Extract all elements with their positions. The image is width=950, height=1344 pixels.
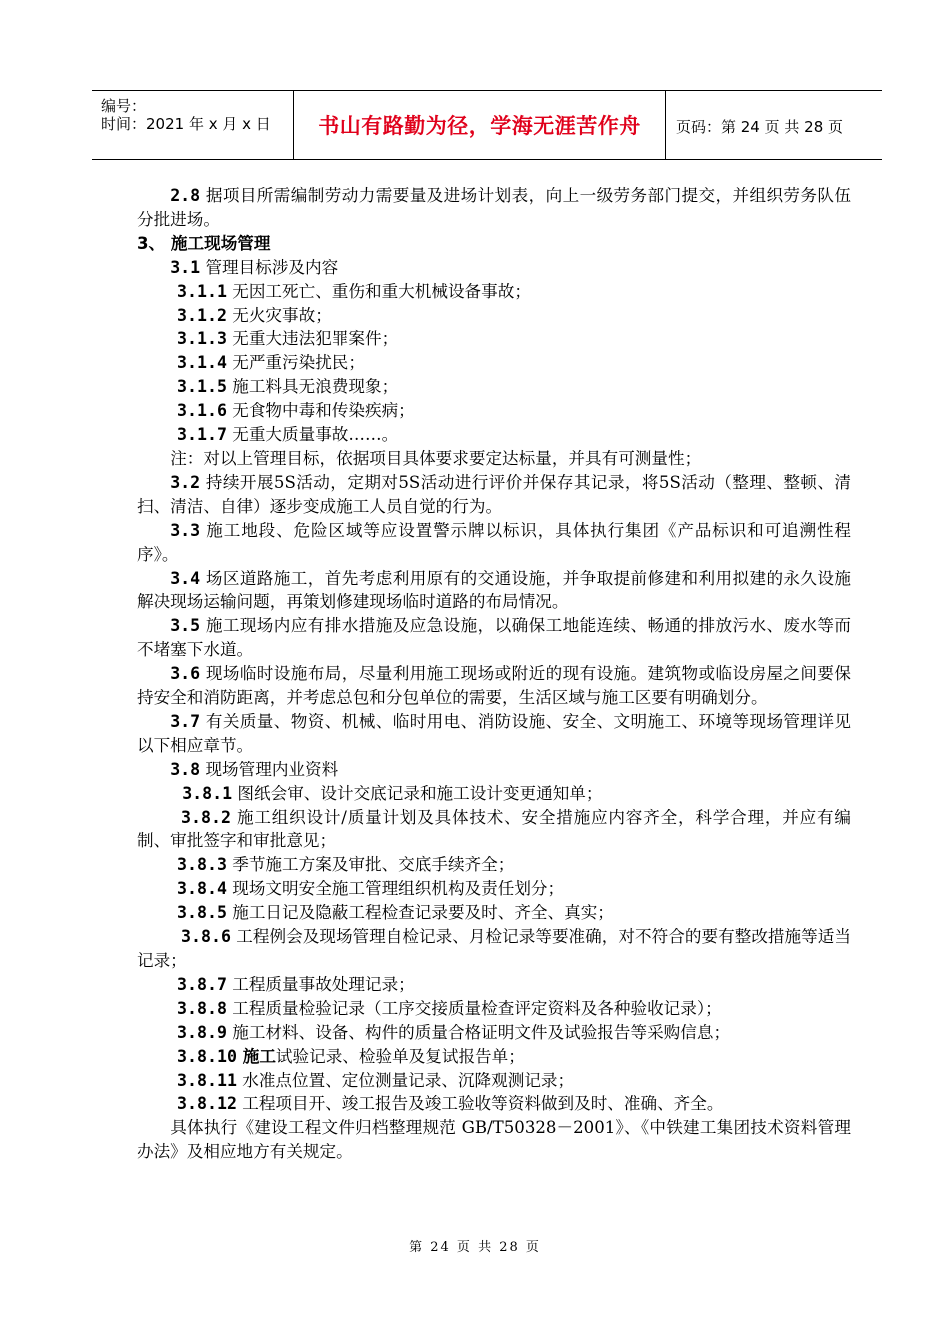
section-number: 3.8.6 bbox=[181, 927, 231, 947]
closing-paragraph: 具体执行《建设工程文件归档整理规范 GB/T50328－2001》、《中铁建工集团技术资料管理办法》及相应地方有关规定。 bbox=[137, 1118, 851, 1162]
section-number: 3.8.4 bbox=[177, 879, 227, 899]
item-text: 无重大违法犯罪案件； bbox=[226, 329, 399, 349]
item-3-8-7 bbox=[137, 973, 851, 997]
item-text: 施工料具无浪费现象； bbox=[226, 377, 399, 397]
paragraph-text: 施工现场内应有排水措施及应急设施，以确保工地能连续、畅通的排放污水、废水等而不堵塞下水道。 bbox=[137, 616, 851, 660]
item-text: 施工材料、设备、构件的质量合格证明文件及试验报告等采购信息； bbox=[226, 1022, 731, 1042]
section-number: 3.1.5 bbox=[177, 377, 227, 397]
document-header bbox=[92, 90, 882, 160]
item-text: 工程质量检验记录（工序交接质量检查评定资料及各种验收记录）； bbox=[226, 998, 722, 1018]
section-number: 3.1 bbox=[170, 257, 201, 277]
section-number: 3.1.2 bbox=[177, 305, 227, 325]
header-motto: 书山有路勤为径，学海无涯苦作舟 bbox=[318, 114, 641, 138]
item-3-1-2 bbox=[137, 304, 851, 328]
paragraph-3-5 bbox=[137, 614, 851, 662]
note-paragraph: 注：对以上管理目标，依据项目具体要求要定达标量，并具有可测量性； bbox=[170, 448, 702, 468]
item-3-8-12 bbox=[137, 1092, 851, 1116]
paragraph-2-8 bbox=[137, 184, 851, 232]
paragraph-text: 施工地段、危险区域等应设置警示牌以标识，具体执行集团《产品标识和可追溯性程序》。 bbox=[137, 520, 851, 564]
item-3-8-10 bbox=[137, 1045, 851, 1069]
item-text: 季节施工方案及审批、交底手续齐全； bbox=[226, 855, 515, 875]
section-number: 3.2 bbox=[170, 472, 201, 492]
item-text: 图纸会审、设计交底记录和施工设计变更通知单； bbox=[232, 783, 603, 803]
paragraph-3-4 bbox=[137, 567, 851, 615]
section-number: 3.8.12 bbox=[177, 1094, 237, 1114]
section-number: 3.1.1 bbox=[177, 281, 227, 301]
paragraph-3-6 bbox=[137, 662, 851, 710]
item-text: 无因工死亡、重伤和重大机械设备事故； bbox=[226, 281, 531, 301]
item-text: 工程例会及现场管理自检记录、月检记录等要准确，对不符合的要有整改措施等适当记录； bbox=[137, 927, 851, 970]
section-number: 3.8.9 bbox=[177, 1022, 227, 1042]
item-text: 水准点位置、定位测量记录、沉降观测记录； bbox=[236, 1070, 575, 1090]
item-3-1-7 bbox=[137, 423, 851, 447]
section-number: 3.8.11 bbox=[177, 1070, 237, 1090]
paragraph-3-7 bbox=[137, 710, 851, 758]
section-number: 3.8.2 bbox=[181, 807, 231, 827]
item-3-8-5 bbox=[137, 901, 851, 925]
section-number: 3.5 bbox=[170, 616, 201, 636]
paragraph-text: 管理目标涉及内容 bbox=[200, 257, 339, 277]
paragraph-text: 据项目所需编制劳动力需要量及进场计划表，向上一级劳务部门提交，并组织劳务队伍分批进场。 bbox=[137, 186, 851, 229]
section-number: 3.7 bbox=[170, 711, 201, 731]
section-number: 3.8.10 bbox=[177, 1046, 237, 1066]
paragraph-3-2 bbox=[137, 471, 851, 519]
document-body bbox=[137, 184, 851, 1164]
item-3-1-6 bbox=[137, 399, 851, 423]
paragraph-3-3 bbox=[137, 519, 851, 567]
section-number: 3.3 bbox=[170, 520, 201, 540]
item-text: 无重大质量事故……。 bbox=[226, 425, 399, 445]
section-number: 3.4 bbox=[170, 568, 201, 588]
section-number: 3.8.5 bbox=[177, 903, 227, 923]
paragraph-text: 有关质量、物资、机械、临时用电、消防设施、安全、文明施工、环境等现场管理详见以下相应章节。 bbox=[137, 711, 851, 755]
section-number: 3.8 bbox=[170, 759, 201, 779]
section-number: 3.8.3 bbox=[177, 855, 227, 875]
section-heading-3: 3、 施工现场管理 bbox=[137, 233, 271, 253]
paragraph-text: 持续开展5S活动，定期对5S活动进行评价并保存其记录，将5S活动（整理、整顿、清扫、清洁、自律）逐步变成施工人员自觉的行为。 bbox=[137, 472, 851, 516]
number-label: 编号： bbox=[101, 97, 147, 115]
section-number: 3.1.7 bbox=[177, 425, 227, 445]
item-3-1-5 bbox=[137, 375, 851, 399]
item-text: 无火灾事故； bbox=[226, 305, 332, 325]
section-number: 3.1.3 bbox=[177, 329, 227, 349]
item-text: 工程质量事故处理记录； bbox=[226, 974, 415, 994]
item-3-8-11 bbox=[137, 1069, 851, 1093]
item-3-8-8 bbox=[137, 997, 851, 1021]
page-footer: 第 24 页 共 28 页 bbox=[409, 1240, 541, 1255]
section-number: 2.8 bbox=[170, 186, 201, 205]
item-3-1-1 bbox=[137, 280, 851, 304]
item-3-1-4 bbox=[137, 351, 851, 375]
header-page-info: 页码：第 24 页 共 28 页 bbox=[676, 118, 844, 136]
date-label: 时间：2021 年 x 月 x 日 bbox=[101, 115, 271, 133]
item-text: 施工组织设计/质量计划及具体技术、安全措施应内容齐全，科学合理，并应有编制、审批签字和审批意见； bbox=[137, 807, 851, 851]
paragraph-text: 现场临时设施布局，尽量利用施工现场或附近的现有设施。建筑物或临设房屋之间要保持安全和消防距离，并考虑总包和分包单位的需要，生活区域与施工区要有明确划分。 bbox=[137, 664, 851, 708]
item-text: 试验记录、检验单及复试报告单； bbox=[275, 1046, 525, 1066]
item-text: 无严重污染扰民； bbox=[226, 353, 365, 373]
header-meta bbox=[101, 97, 271, 133]
paragraph-3-8 bbox=[137, 758, 851, 782]
section-number: 3.6 bbox=[170, 664, 201, 684]
section-number: 3.8.7 bbox=[177, 974, 227, 994]
item-text: 无食物中毒和传染疾病； bbox=[226, 401, 415, 421]
item-text: 现场文明安全施工管理组织机构及责任划分； bbox=[226, 879, 565, 899]
item-3-8-4 bbox=[137, 877, 851, 901]
item-3-1-3 bbox=[137, 327, 851, 351]
header-divider bbox=[665, 91, 666, 159]
section-number: 3.1.6 bbox=[177, 401, 227, 421]
section-number: 3.1.4 bbox=[177, 353, 227, 373]
item-3-8-2 bbox=[137, 806, 851, 854]
section-number: 3.8.8 bbox=[177, 998, 227, 1018]
paragraph-text: 现场管理内业资料 bbox=[200, 759, 339, 779]
section-number: 3.8.1 bbox=[182, 783, 233, 803]
paragraph-text: 场区道路施工，首先考虑利用原有的交通设施，并争取提前修建和利用拟建的永久设施解决现场运输问题，再策划修建现场临时道路的布局情况。 bbox=[137, 568, 851, 612]
item-text: 工程项目开、竣工报告及竣工验收等资料做到及时、准确、齐全。 bbox=[236, 1094, 724, 1114]
paragraph-3-1 bbox=[137, 256, 851, 280]
bold-text: 施工 bbox=[236, 1046, 276, 1066]
item-text: 施工日记及隐蔽工程检查记录要及时、齐全、真实； bbox=[226, 903, 614, 923]
item-3-8-6 bbox=[137, 925, 851, 973]
item-3-8-9 bbox=[137, 1021, 851, 1045]
item-3-8-3 bbox=[137, 853, 851, 877]
item-3-8-1 bbox=[137, 782, 851, 806]
